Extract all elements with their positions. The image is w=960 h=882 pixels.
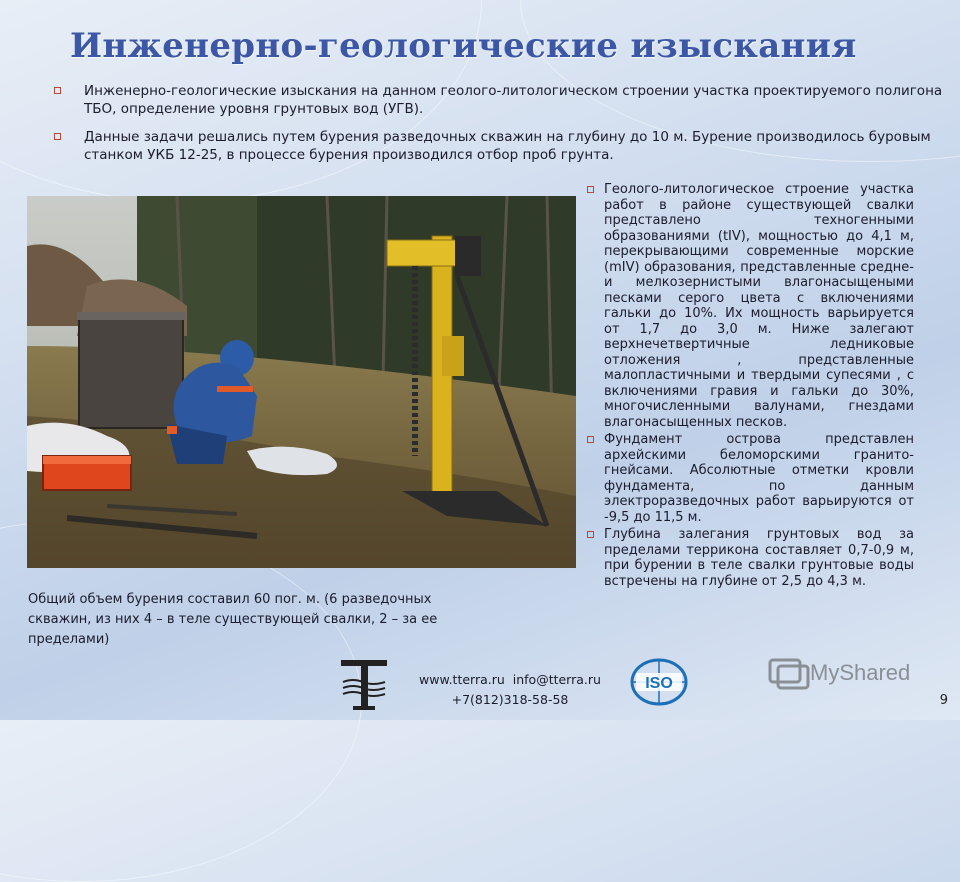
iso-logo-icon [630, 658, 688, 706]
top-bullet-1-text: Инженерно-геологические изыскания на данном геолого-литологическом строении участка проектируемого полигона ТБО, определение уровня грунтовых вод (УГВ). [84, 83, 943, 117]
bullet-marker-icon [54, 133, 61, 140]
iso-label: ISO [645, 675, 673, 692]
bullet-marker-icon [587, 531, 594, 538]
right-bullet-3 [604, 527, 914, 589]
page-number: 9 [939, 693, 948, 708]
company-logo-icon [337, 656, 391, 712]
drilling-photo [27, 196, 576, 568]
bullet-marker-icon [54, 87, 61, 94]
bullet-marker-icon [587, 436, 594, 443]
slide-title: Инженерно-геологические изыскания [70, 26, 857, 66]
right-bullet-2 [604, 432, 914, 525]
top-bullet-2 [84, 128, 952, 164]
contacts-line-1 [400, 670, 620, 690]
top-bullet-1 [84, 82, 952, 118]
top-bullet-2-text: Данные задачи решались путем бурения разведочных скважин на глубину до 10 м. Бурение производилось буровым станком УКБ 12-25, в процессе бурения производился отбор проб грунта. [84, 129, 931, 163]
right-bullet-3-text: Глубина залегания грунтовых вод за пределами терриконa составляет 0,7-0,9 м, при бурении в теле свалки грунтовые воды встречены на глубине от 2,5 до 4,3 м. [604, 527, 914, 589]
background-swirl [0, 520, 362, 882]
right-bullet-1-text: Геолого-литологическое строение участка работ в районе существующей свалки представлено техногенными образованиями (tIV), мощностью до 4,1 м, перекрывающими современные морские (mIV) образования, представленные средне- и мелкозернистыми влагонасыщеными песками серого цвета с включениями гальки до 10%. Их мощность варьируется от 1,7 до 3,0 м. Ниже залегают верхнечетвертичные ледниковые отложения , представленные малопластичными и твердыми супесями , с включениями гравия и гальки до 30%, многочисленными валунами, гнездами влагонасыщенных песков. [604, 182, 914, 430]
right-text-column [604, 182, 914, 591]
website-link[interactable]: www.tterra.ru [419, 672, 505, 687]
watermark-text: MyShared [810, 660, 911, 685]
bullet-marker-icon [587, 186, 594, 193]
contacts-block [400, 670, 620, 710]
phone-number: +7(812)318-58-58 [451, 692, 569, 707]
email-link[interactable]: info@tterra.ru [512, 672, 601, 687]
photo-caption: Общий объем бурения составил 60 пог. м. (6 разведочных скважин, из них 4 – в теле существующей свалки, 2 – за ее пределами) [28, 592, 438, 647]
drilling-scene-image [27, 196, 576, 568]
right-bullet-2-text: Фундамент острова представлен архейскими беломорскими гранито-гнейсами. Абсолютные отметки кровли фундамента, по данным электроразведочных работ варьируются от -9,5 до 11,5 м. [604, 432, 914, 525]
right-bullet-1 [604, 182, 914, 430]
